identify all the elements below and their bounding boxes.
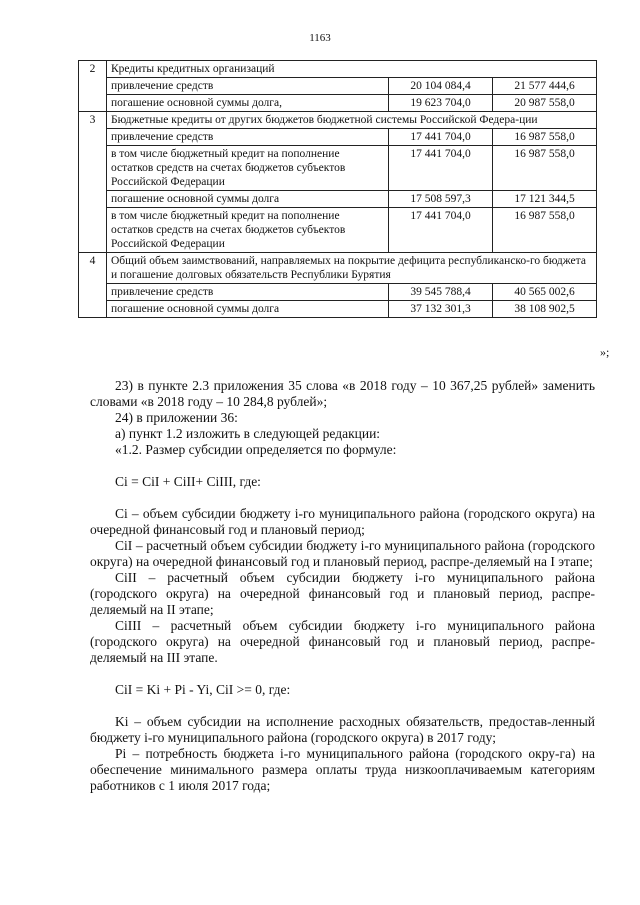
value-2019: 21 577 444,6 bbox=[493, 78, 597, 95]
document-body bbox=[90, 378, 595, 794]
paragraph-24: 24) в приложении 36: bbox=[115, 410, 238, 425]
table-row bbox=[79, 208, 597, 253]
row-label: привлечение средств bbox=[107, 284, 389, 301]
row-label: в том числе бюджетный кредит на пополнение остатков средств на счетах бюджетов субъектов Российской Федерации bbox=[107, 208, 389, 253]
value-2018: 17 508 597,3 bbox=[389, 191, 493, 208]
table-row bbox=[79, 78, 597, 95]
definition-ki: Ki – объем субсидии на исполнение расходных обязательств, предостав-ленный бюджету i-го муниципального района (городского округа) в 2017 году; bbox=[90, 714, 595, 745]
formula-cii: CiI = Ki + Pi - Yi, CiI >= 0, где: bbox=[115, 682, 291, 697]
table-row-section-2 bbox=[79, 61, 597, 78]
definition-ciii: CiII – расчетный объем субсидии бюджету i-го муниципального района (городского округа) на очередной финансовый год и плановый период, распре-деляемый на II этапе; bbox=[90, 570, 595, 617]
value-2018: 37 132 301,3 bbox=[389, 301, 493, 318]
section-title: Бюджетные кредиты от других бюджетов бюджетной системы Российской Федера-ции bbox=[107, 112, 597, 129]
row-number: 4 bbox=[79, 253, 107, 318]
table-row bbox=[79, 191, 597, 208]
section-title: Общий объем заимствований, направляемых на покрытие дефицита республиканско-го бюджета и погашение долговых обязательств Республики Бурятия bbox=[107, 253, 597, 284]
paragraph-23: 23) в пункте 2.3 приложения 35 слова «в 2018 году – 10 367,25 рублей» заменить словами «в 2018 году – 10 284,8 рублей»; bbox=[90, 378, 595, 409]
paragraph-24a: а) пункт 1.2 изложить в следующей редакции: bbox=[115, 426, 381, 441]
row-label: в том числе бюджетный кредит на пополнение остатков средств на счетах бюджетов субъектов Российской Федерации bbox=[107, 146, 389, 191]
value-2019: 40 565 002,6 bbox=[493, 284, 597, 301]
value-2019: 16 987 558,0 bbox=[493, 129, 597, 146]
value-2018: 17 441 704,0 bbox=[389, 146, 493, 191]
table-closing-quote: »; bbox=[600, 345, 610, 359]
value-2018: 17 441 704,0 bbox=[389, 129, 493, 146]
value-2018: 17 441 704,0 bbox=[389, 208, 493, 253]
borrowing-table bbox=[78, 60, 597, 318]
row-label: привлечение средств bbox=[107, 78, 389, 95]
value-2019: 20 987 558,0 bbox=[493, 95, 597, 112]
value-2018: 39 545 788,4 bbox=[389, 284, 493, 301]
row-label: погашение основной суммы долга, bbox=[107, 95, 389, 112]
definition-ciiii: CiIII – расчетный объем субсидии бюджету i-го муниципального района (городского округа) на очередной финансовый год и плановый период, распре-деляемый на III этапе. bbox=[90, 618, 595, 665]
definition-ci: Ci – объем субсидии бюджету i-го муниципального района (городского округа) на очередной финансовый год и плановый период; bbox=[90, 506, 595, 537]
table-row-section-3 bbox=[79, 112, 597, 129]
value-2019: 17 121 344,5 bbox=[493, 191, 597, 208]
table-row bbox=[79, 146, 597, 191]
table-row bbox=[79, 129, 597, 146]
value-2018: 19 623 704,0 bbox=[389, 95, 493, 112]
value-2019: 16 987 558,0 bbox=[493, 146, 597, 191]
value-2019: 16 987 558,0 bbox=[493, 208, 597, 253]
definition-pi: Pi – потребность бюджета i-го муниципального района (городского окру-га) на обеспечение минимального размера оплаты труда низкооплачиваемым категориям работников с 1 июля 2017 года; bbox=[90, 746, 595, 793]
value-2019: 38 108 902,5 bbox=[493, 301, 597, 318]
row-label: погашение основной суммы долга bbox=[107, 191, 389, 208]
row-label: привлечение средств bbox=[107, 129, 389, 146]
formula-ci: Ci = CiI + CiII+ CiIII, где: bbox=[115, 474, 261, 489]
table-row bbox=[79, 95, 597, 112]
table-row bbox=[79, 284, 597, 301]
table-row-section-4 bbox=[79, 253, 597, 284]
paragraph-1-2: «1.2. Размер субсидии определяется по формуле: bbox=[115, 442, 397, 457]
row-label: погашение основной суммы долга bbox=[107, 301, 389, 318]
page-number: 1163 bbox=[309, 32, 331, 44]
table-row bbox=[79, 301, 597, 318]
row-number: 2 bbox=[79, 61, 107, 112]
definition-cii: CiI – расчетный объем субсидии бюджету i-го муниципального района (городского округа) на очередной финансовый год и плановый период, распре-деляемый на I этапе; bbox=[90, 538, 595, 569]
row-number: 3 bbox=[79, 112, 107, 253]
value-2018: 20 104 084,4 bbox=[389, 78, 493, 95]
section-title: Кредиты кредитных организаций bbox=[107, 61, 597, 78]
